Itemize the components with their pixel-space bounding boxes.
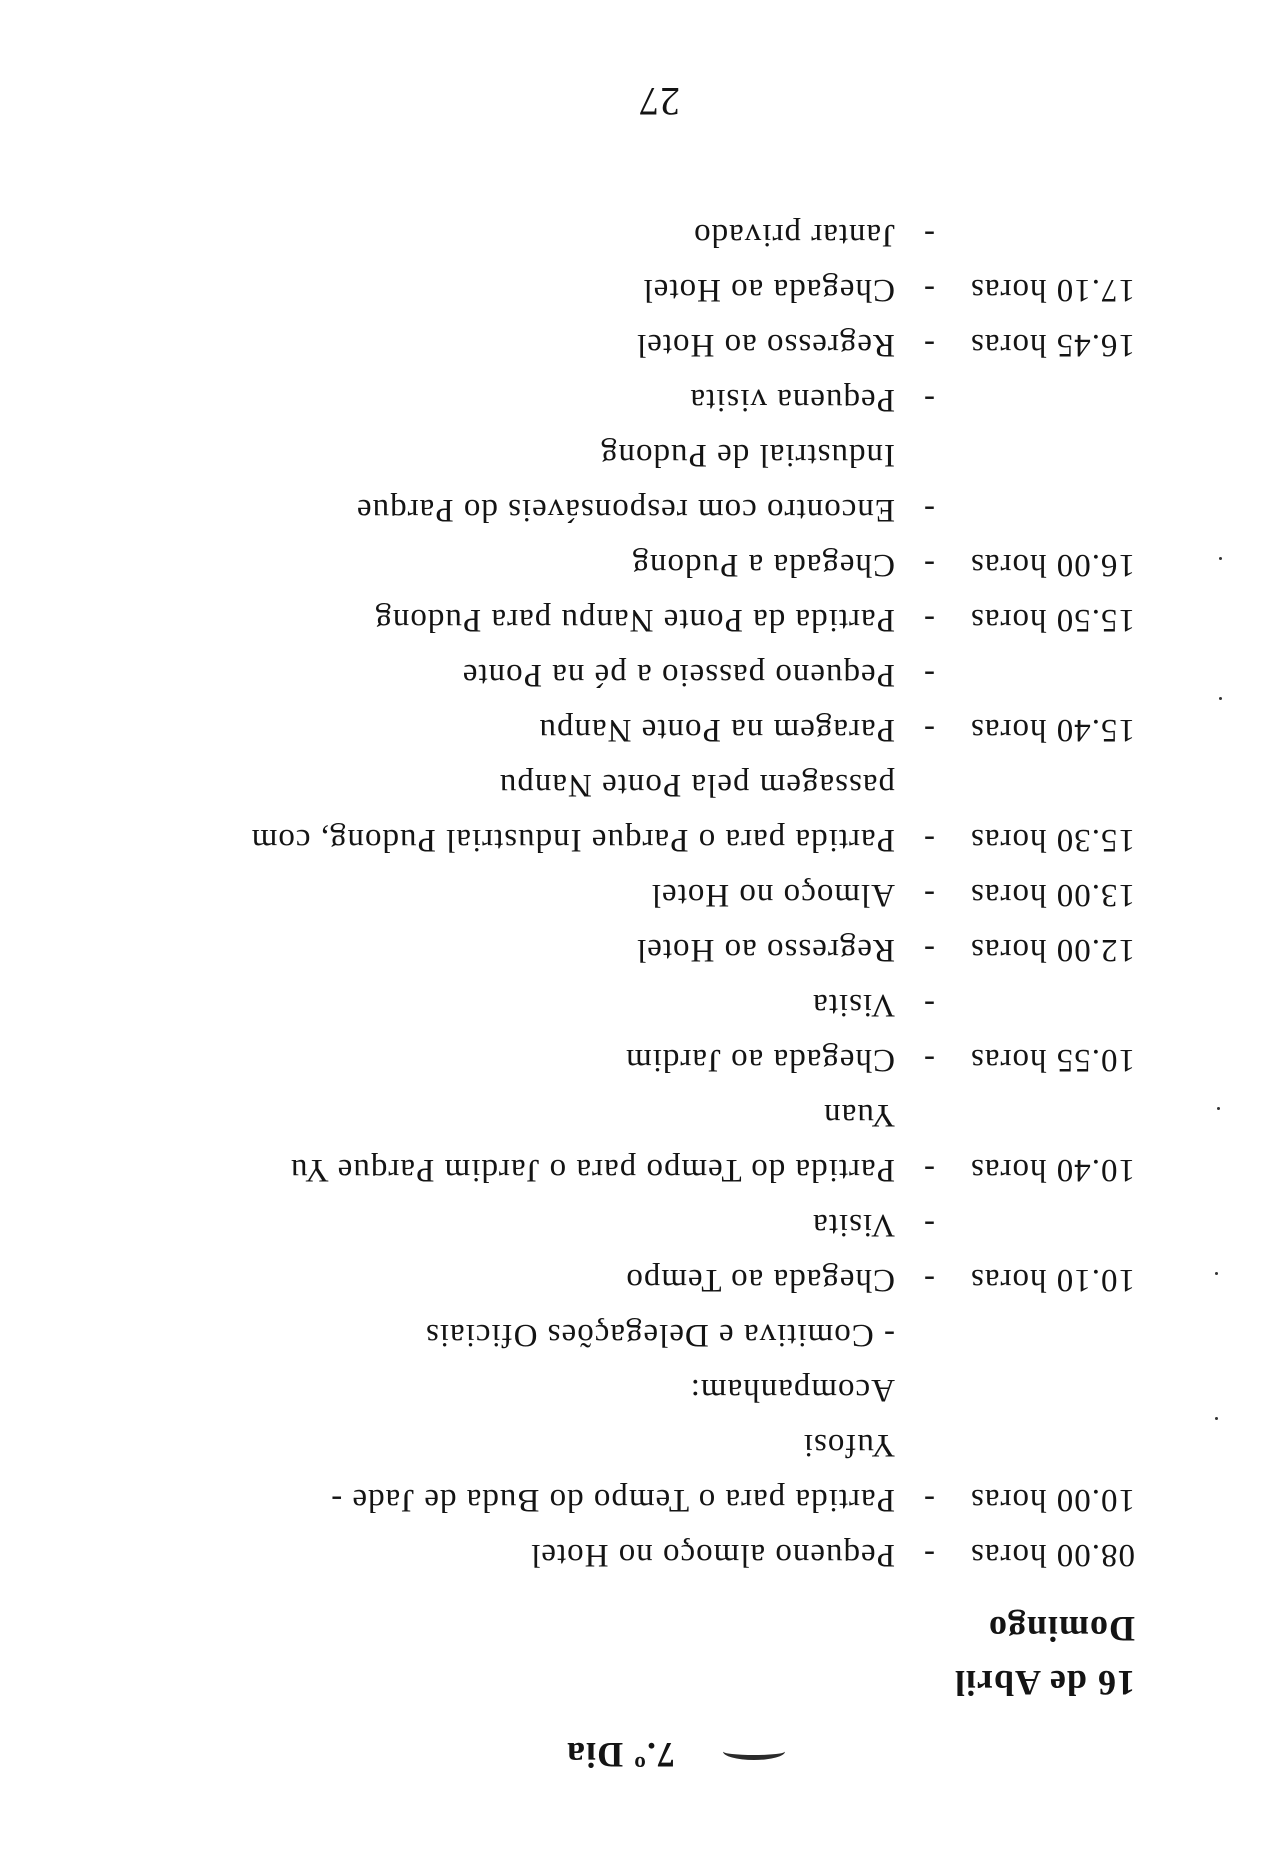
schedule-continuation: Industrial de Pudong xyxy=(600,437,895,473)
schedule-row xyxy=(55,592,1135,647)
schedule-dash: - xyxy=(923,932,935,968)
schedule-time: 10.55 horas xyxy=(970,1042,1135,1078)
schedule-time: 10.40 horas xyxy=(970,1152,1135,1188)
bullet-dash: - xyxy=(923,657,935,693)
print-speck xyxy=(1217,1107,1220,1110)
schedule-time: 16.00 horas xyxy=(970,547,1135,583)
schedule-list xyxy=(55,207,1135,1582)
schedule-bullet-text: Pequena visita xyxy=(689,382,895,418)
schedule-row xyxy=(55,482,1135,537)
schedule-text: Partida do Tempo para o Jardim Parque Yu xyxy=(290,1152,895,1188)
schedule-text: Chegada ao Jardim xyxy=(625,1042,895,1078)
bullet-dash: - xyxy=(923,217,935,253)
schedule-time: 08.00 horas xyxy=(970,1537,1135,1573)
schedule-time: 16.45 horas xyxy=(970,327,1135,363)
schedule-subitem: - Comitiva e Delegações Oficiais xyxy=(424,1317,895,1353)
schedule-time: 15.30 horas xyxy=(970,822,1135,858)
schedule-dash: - xyxy=(923,712,935,748)
schedule-row xyxy=(55,1197,1135,1252)
schedule-bullet-text: Encontro com responsáveis do Parque xyxy=(355,492,895,528)
schedule-text: Partida para o Parque Industrial Pudong, com xyxy=(250,822,895,858)
schedule-time: 12.00 horas xyxy=(970,932,1135,968)
schedule-row xyxy=(55,647,1135,702)
schedule-dash: - xyxy=(923,547,935,583)
schedule-text: Partida para o Tempo do Buda de Jade - xyxy=(330,1482,895,1518)
schedule-text: Chegada a Pudong xyxy=(631,547,895,583)
schedule-dash: - xyxy=(923,1482,935,1518)
schedule-time: 10.10 horas xyxy=(970,1262,1135,1298)
print-speck xyxy=(1219,697,1222,700)
schedule-dash: - xyxy=(923,602,935,638)
schedule-row xyxy=(55,1307,1135,1362)
schedule-dash: - xyxy=(923,272,935,308)
schedule-continuation: passagem pela Ponte Nanpu xyxy=(498,767,895,803)
schedule-time: 13.00 horas xyxy=(970,877,1135,913)
bullet-dash: - xyxy=(923,382,935,418)
schedule-row xyxy=(55,812,1135,867)
bullet-dash: - xyxy=(923,987,935,1023)
schedule-time: 17.10 horas xyxy=(970,272,1135,308)
print-speck xyxy=(1219,557,1222,560)
schedule-row xyxy=(55,1032,1135,1087)
schedule-dash: - xyxy=(923,1262,935,1298)
schedule-text: Regresso ao Hotel xyxy=(636,932,895,968)
schedule-text: Chegada ao Tempo xyxy=(625,1262,895,1298)
schedule-row xyxy=(55,262,1135,317)
schedule-row xyxy=(55,922,1135,977)
schedule-bullet-text: Visita xyxy=(812,987,895,1023)
schedule-dash: - xyxy=(923,1537,935,1573)
print-speck xyxy=(1215,1272,1218,1275)
schedule-time: 15.40 horas xyxy=(970,712,1135,748)
schedule-row xyxy=(55,207,1135,262)
schedule-continuation: Yuan xyxy=(823,1097,895,1133)
schedule-row xyxy=(55,1087,1135,1142)
schedule-text: Chegada ao Hotel xyxy=(642,272,895,308)
schedule-row xyxy=(55,317,1135,372)
schedule-continuation: Yufosi xyxy=(802,1427,895,1463)
date-heading: 16 de Abril xyxy=(953,1663,1135,1703)
schedule-dash: - xyxy=(923,1042,935,1078)
schedule-text: Pequeno almoço no Hotel xyxy=(530,1537,895,1573)
schedule-bullet-text: Visita xyxy=(812,1207,895,1243)
schedule-bullet-text: Pequeno passeio a pé na Ponte xyxy=(461,657,895,693)
schedule-row xyxy=(55,757,1135,812)
print-speck xyxy=(1215,1417,1218,1420)
schedule-row xyxy=(55,537,1135,592)
schedule-text: Regresso ao Hotel xyxy=(636,327,895,363)
schedule-row xyxy=(55,1472,1135,1527)
schedule-row xyxy=(55,702,1135,757)
schedule-dash: - xyxy=(923,327,935,363)
weekday-heading: Domingo xyxy=(987,1609,1135,1649)
bullet-dash: - xyxy=(923,1207,935,1243)
schedule-time: 10.00 horas xyxy=(970,1482,1135,1518)
schedule-dash: - xyxy=(923,877,935,913)
schedule-row xyxy=(55,867,1135,922)
schedule-row xyxy=(55,1527,1135,1582)
schedule-dash: - xyxy=(923,1152,935,1188)
schedule-row xyxy=(55,1417,1135,1472)
schedule-dash: - xyxy=(923,822,935,858)
schedule-row xyxy=(55,372,1135,427)
day-title: 7.º Dia xyxy=(566,1735,675,1775)
schedule-text: Paragem na Ponte Nanpu xyxy=(538,712,895,748)
schedule-text: Almoço no Hotel xyxy=(650,877,895,913)
schedule-row xyxy=(55,1252,1135,1307)
schedule-row xyxy=(55,427,1135,482)
schedule-text: Partida da Ponte Nanpu para Pudong xyxy=(374,602,895,638)
schedule-time: 15.50 horas xyxy=(970,602,1135,638)
bullet-dash: - xyxy=(923,492,935,528)
schedule-row xyxy=(55,1362,1135,1417)
ink-smudge xyxy=(723,1743,785,1760)
schedule-row xyxy=(55,1142,1135,1197)
schedule-row xyxy=(55,977,1135,1032)
schedule-bullet-text: Jantar privado xyxy=(693,217,895,253)
page-number: 27 xyxy=(638,79,680,124)
schedule-continuation: Acompanham: xyxy=(689,1372,895,1408)
